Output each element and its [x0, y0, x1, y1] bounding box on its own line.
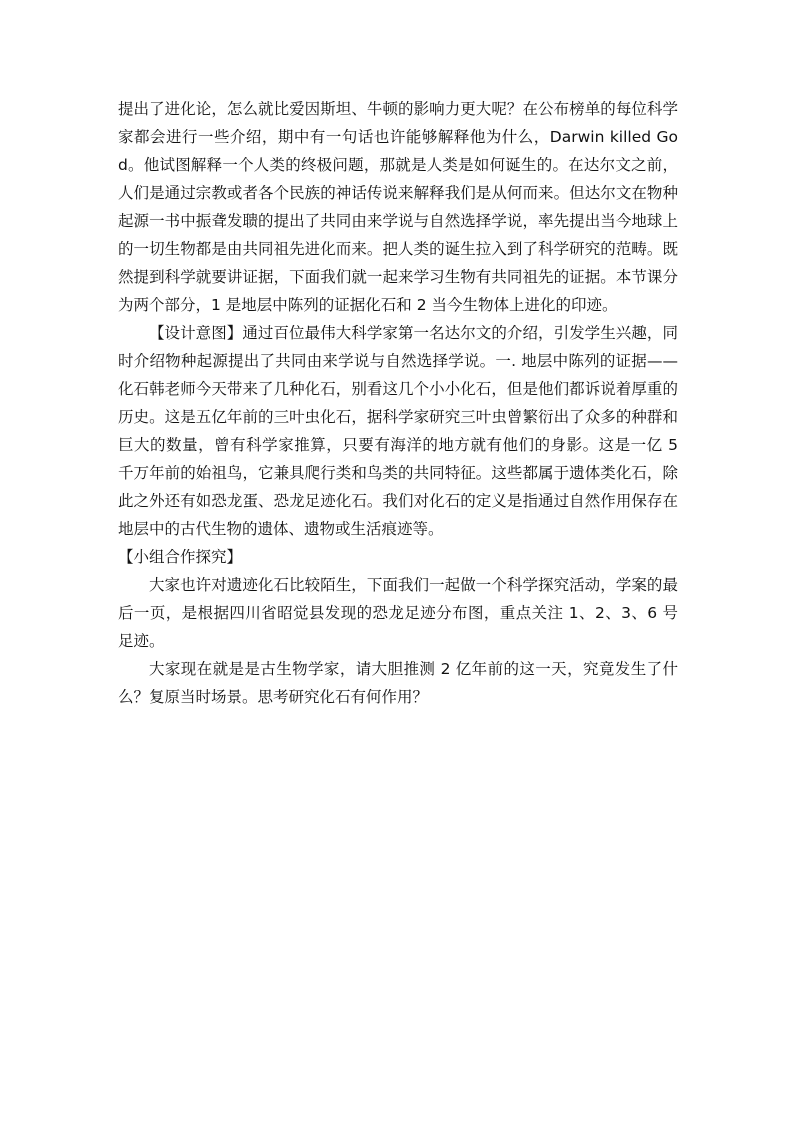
- section-heading-group-inquiry: 【小组合作探究】: [118, 548, 243, 566]
- paragraph-paleontologist-question: 大家现在就是是古生物学家，请大胆推测 2 亿年前的这一天，究竟发生了什么？复原当时场景。思考研究化石有何作用？: [118, 660, 678, 706]
- document-body: [118, 95, 678, 711]
- paragraph-darwin-intro: 提出了进化论，怎么就比爱因斯坦、牛顿的影响力更大呢？在公布榜单的每位科学家都会进行一些介绍，期中有一句话也许能够解释他为什么，Darwin killed God。他试图解释一个人类的终极问题，那就是人类是如何诞生的。在达尔文之前，人们是通过宗教或者各个民族的神话传说来解释我们是从何而来。但达尔文在物种起源一书中振聋发聩的提出了共同由来学说与自然选择学说，率先提出当今地球上的一切生物都是由共同祖先进化而来。把人类的诞生拉入到了科学研究的范畴。既然提到科学就要讲证据，下面我们就一起来学习生物有共同祖先的证据。本节课分为两个部分，1 是地层中陈列的证据化石和 2 当今生物体上进化的印迹。: [118, 100, 678, 314]
- paragraph-trace-fossil-activity: 大家也许对遗迹化石比较陌生，下面我们一起做一个科学探究活动，学案的最后一页，是根据四川省昭觉县发现的恐龙足迹分布图，重点关注 1、2、3、6 号足迹。: [118, 576, 678, 650]
- paragraph-design-intent: 【设计意图】通过百位最伟大科学家第一名达尔文的介绍，引发学生兴趣，同时介绍物种起源提出了共同由来学说与自然选择学说。一. 地层中陈列的证据——化石韩老师今天带来了几种化石，别看这几个小小化石，但是他们都诉说着厚重的历史。这是五亿年前的三叶虫化石，据科学家研究三叶虫曾繁衍出了众多的种群和巨大的数量，曾有科学家推算，只要有海洋的地方就有他们的身影。这是一亿 5 千万年前的始祖鸟，它兼具爬行类和鸟类的共同特征。这些都属于遗体类化石，除此之外还有如恐龙蛋、恐龙足迹化石。我们对化石的定义是指通过自然作用保存在地层中的古代生物的遗体、遗物或生活痕迹等。: [118, 324, 678, 538]
